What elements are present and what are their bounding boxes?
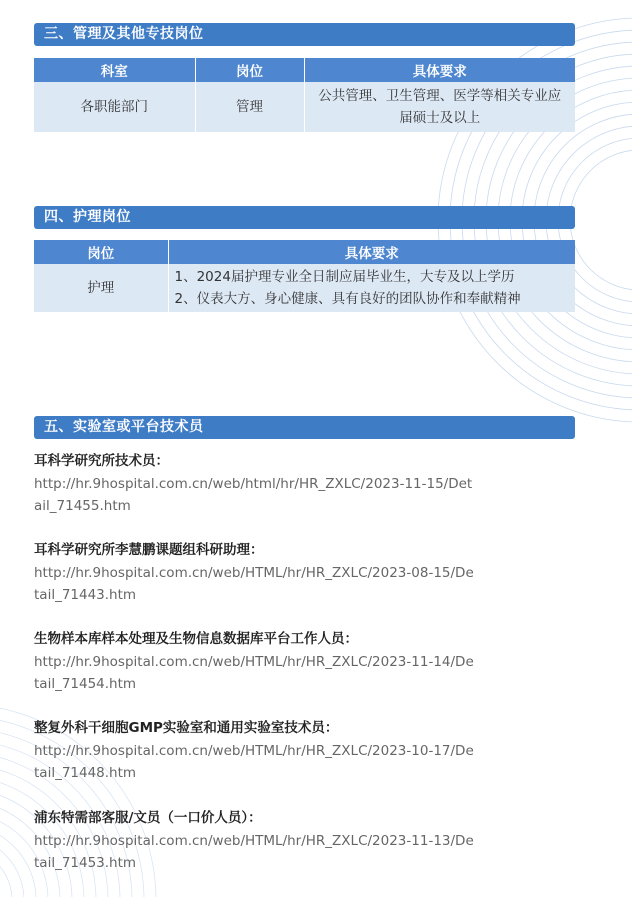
column-header: 岗位 (34, 240, 168, 264)
dept-cell: 各职能部门 (34, 82, 195, 132)
entry-title: 耳科学研究所技术员： (34, 453, 169, 469)
management-table (34, 58, 575, 132)
entry-title: 生物样本库样本处理及生物信息数据库平台工作人员： (34, 631, 358, 647)
entry-link[interactable]: http://hr.9hospital.com.cn/web/HTML/hr/HR_ZXLC/2023-10-17/Detail_71448.htm (34, 743, 474, 781)
list-item (34, 717, 594, 784)
entry-link[interactable]: http://hr.9hospital.com.cn/web/HTML/hr/HR_ZXLC/2023-08-15/Detail_71443.htm (34, 565, 474, 603)
post-cell: 护理 (34, 264, 168, 312)
entry-title: 整复外科干细胞GMP实验室和通用实验室技术员： (34, 720, 339, 736)
column-header: 科室 (34, 58, 195, 82)
column-header: 岗位 (195, 58, 304, 82)
table-header-row (34, 58, 575, 82)
entry-link[interactable]: http://hr.9hospital.com.cn/web/HTML/hr/HR_ZXLC/2023-11-13/Detail_71453.htm (34, 833, 474, 871)
requirement-cell: 公共管理、卫生管理、医学等相关专业应届硕士及以上 (304, 82, 575, 132)
nursing-table (34, 240, 575, 312)
column-header: 具体要求 (168, 240, 575, 264)
requirement-line: 2、仪表大方、身心健康、具有良好的团队协作和奉献精神 (174, 291, 521, 307)
section-header-management: 三、管理及其他专技岗位 (34, 23, 575, 46)
list-item (34, 539, 594, 606)
column-header: 具体要求 (304, 58, 575, 82)
requirement-cell (168, 264, 575, 312)
table-row (34, 264, 575, 312)
table-header-row (34, 240, 575, 264)
entry-title: 耳科学研究所李慧鹏课题组科研助理： (34, 542, 264, 558)
list-item (34, 450, 594, 517)
list-item (34, 807, 594, 874)
table-row (34, 82, 575, 132)
section-header-lab: 五、实验室或平台技术员 (34, 416, 575, 439)
section-header-nursing: 四、护理岗位 (34, 206, 575, 229)
entry-title: 浦东特需部客服/文员（一口价人员）： (34, 810, 262, 826)
entry-link[interactable]: http://hr.9hospital.com.cn/web/html/hr/HR_ZXLC/2023-11-15/Detail_71455.htm (34, 476, 473, 514)
post-cell: 管理 (195, 82, 304, 132)
entry-link[interactable]: http://hr.9hospital.com.cn/web/HTML/hr/HR_ZXLC/2023-11-14/Detail_71454.htm (34, 654, 474, 692)
requirement-line: 1、2024届护理专业全日制应届毕业生，大专及以上学历 (174, 269, 515, 285)
list-item (34, 628, 594, 695)
